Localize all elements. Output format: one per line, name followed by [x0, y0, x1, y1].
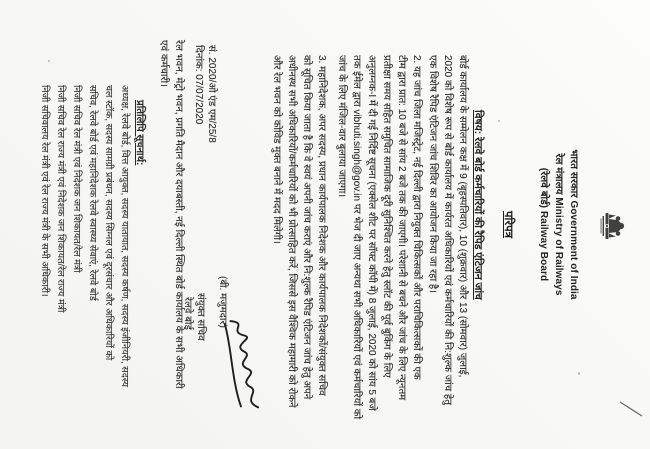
signatory-organisation: रेलवे बोर्ड — [182, 297, 193, 330]
text-line: निजी सचिव रेल मंत्री एवं निदेशक जन शिकायत/रेल मंत्री — [71, 85, 82, 273]
addressee-block — [156, 40, 186, 389]
text-line: जांच के लिए मंजिल-वार बुलाया जाएगा। — [336, 55, 347, 198]
copy-heading: प्रतिलिपि सूचनार्थ: — [134, 100, 145, 166]
letterhead-line-ministry-of-railways: रेल मंत्रालय Ministry of Railways — [553, 153, 564, 296]
scan-speck — [48, 60, 50, 62]
text-line: निजी सचिव रेल राज्य मंत्री एवं निदेशक जन शिकायत/रेल राज्य मंत्री — [55, 85, 66, 313]
copy-distribution-list — [36, 85, 132, 387]
signatory-name: (बी. मजुमदार) — [217, 276, 228, 328]
text-line: प्रतीक्षा समय सहित समुचित सामाजिक दूरी सुनिश्चित करने हेतु स्लॉट की पूर्व बुकिंग के लिए — [381, 55, 392, 378]
text-line: निजी सचिवालय रेल मंत्री एवं रेल राज्य मंत्री के सभी अधिकारी। — [39, 85, 50, 297]
text-line: तक ईमेल द्वारा vibhuti.singh@gov.in पर भेज दी जाए अन्यथा सभी अधिकारियों एवं कर्मचारियों को — [351, 55, 362, 420]
handwritten-signature-icon — [218, 314, 266, 418]
letterhead-line-govt-of-india: भारत सरकार Government of India — [568, 149, 579, 300]
scan-speck — [578, 372, 580, 375]
text-line: को सूचित किया जाता है कि वे स्वयं अपनी जांच कराएं और नि:शुल्क रैपिड एंटिजन जांच हेतु अपने — [301, 55, 312, 400]
text-line: अध्यक्ष, रेलवे बोर्ड, वित्त आयुक्त, सदस्य यातायात, सदस्य कर्षण, सदस्य इंजीनियरी, सदस्य — [119, 85, 130, 387]
reference-date: दिनांक: 07/07/2020 — [193, 45, 204, 125]
text-line: टीम द्वारा प्रात: 10 बजे से सांय 2 बजे तक की जाएगी। परेशानी से बचने और जांच के लिए न्यूनतम — [396, 55, 407, 401]
text-line: एक विशेष रैपिड एंटिजन जांच शिविर का आयोजन किया जा रहा है। — [427, 55, 438, 293]
text-line: रेल भवन, मेट्रो भवन, प्रगति मैदान और दयाबस्ती, नई दिल्ली स्थित बोर्ड कार्यालय के सभी अधिकारी — [173, 40, 184, 389]
scan-speck — [498, 120, 500, 122]
text-line: अनुलग्नक-I में दी गई निर्दिष्ट सूचना (एक्सेल शीट पर सॉफ्ट कॉपी में) 8 जुलाई, 2020 को सांय 5 बजे — [366, 55, 377, 411]
signatory-designation: संयुक्त सचिव — [195, 293, 206, 341]
text-line: 3. महानिदेशक, अपर सदस्य, प्रधान कार्यपालक निदेशक और कार्यपालक निदेशकों/संयुक्त सचिव — [316, 55, 327, 396]
para-2 — [334, 55, 424, 419]
pen-mark — [618, 400, 644, 420]
letterhead-line-railway-board: (रेलवे बोर्ड) Railway Board — [538, 167, 549, 282]
reference-number: सं. 2020/ओ एंड एम/25/8 — [206, 45, 217, 143]
para-1 — [425, 55, 470, 405]
subject-line: विषय: रेलवे बोर्ड कर्मचारियों की रैपिड एंटिजन जांच — [472, 110, 484, 300]
text-line: 2. यह जांच जिला मजिस्ट्रेट, नई दिल्ली द्वारा नियुक्त चिकित्सकों और पराचिकित्सकों की एक — [411, 55, 422, 380]
text-line: और रेल भवन को कोविड मुक्त बनाने में मदद मिलेगी। — [271, 55, 282, 244]
text-line: चल स्टॉक, सदस्य सामग्री प्रबंधन, सदस्य सिग्नल एवं दूरसंचार और अधिकारियों को — [103, 85, 114, 361]
text-line: बोर्ड कार्यालय के सम्मेलन कक्ष में 9 (बृहस्पतिवार), 10 (शुक्रवार) और 13 (सोमवार) जुलाई, — [457, 55, 468, 378]
ashoka-national-emblem-icon — [599, 206, 626, 246]
para-3 — [269, 55, 329, 408]
text-line: 2020 को विशेष रूप से बोर्ड कार्यालय में कार्यरत अधिकारियों एवं कर्मचारियों की नि:शुल्क जांच हेतु — [442, 55, 453, 405]
text-line: सचिव, रेलवे बोर्ड एवं महानिदेशक रेलवे स्वास्थ्य सेवाएं, रेलवे बोर्ड — [87, 85, 98, 301]
text-line: एवं कर्मचारी। — [158, 40, 169, 87]
text-line: अधीनस्थ सभी अधिकारियों/कर्मचारियों को भी प्रोत्साहित करें, जिससे इस वैश्विक महामारी को रोकने — [286, 55, 297, 408]
circular-title: परिपत्र — [502, 210, 514, 239]
